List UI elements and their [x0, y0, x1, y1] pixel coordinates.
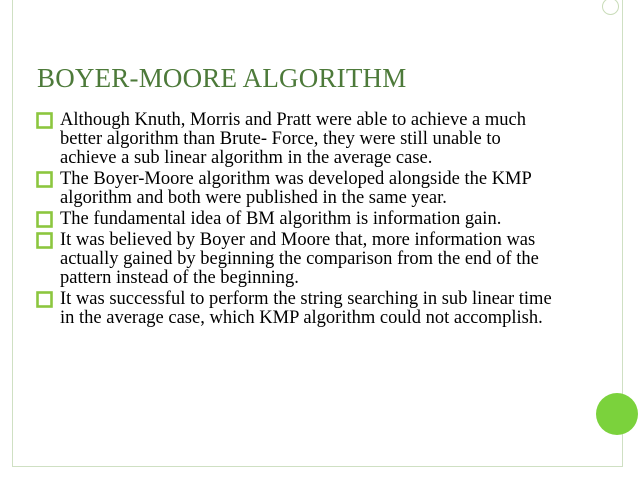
list-item [36, 111, 556, 168]
bullet-text: It was successful to perform the string searching in sub linear time in the average case, which KMP algorithm could not accomplish. [60, 289, 552, 328]
bullet-text: The Boyer-Moore algorithm was developed alongside the KMP algorithm and both were published in the same year. [60, 169, 532, 208]
slide-title: BOYER-MOORE ALGORITHM [37, 63, 407, 93]
decorative-circle-filled [596, 393, 638, 435]
bullet-text: The fundamental idea of BM algorithm is information gain. [60, 209, 502, 229]
hollow-square-bullet-icon [36, 112, 53, 129]
list-item [36, 290, 556, 328]
hollow-square-bullet-icon [36, 232, 53, 249]
hollow-square-bullet-icon [36, 291, 53, 308]
hollow-square-bullet-icon [36, 211, 53, 228]
bullet-text: Although Knuth, Morris and Pratt were able to achieve a much better algorithm than Brute- Force, they were still unable to achieve a sub linear algorithm in the average case. [60, 110, 526, 168]
list-item [36, 231, 556, 288]
hollow-square-bullet-icon [36, 171, 53, 188]
list-item [36, 210, 556, 229]
bullet-text: It was believed by Boyer and Moore that, more information was actually gained by beginning the comparison from the end of the pattern instead of the beginning. [60, 230, 539, 288]
list-item [36, 170, 556, 208]
bullet-list [36, 111, 556, 330]
